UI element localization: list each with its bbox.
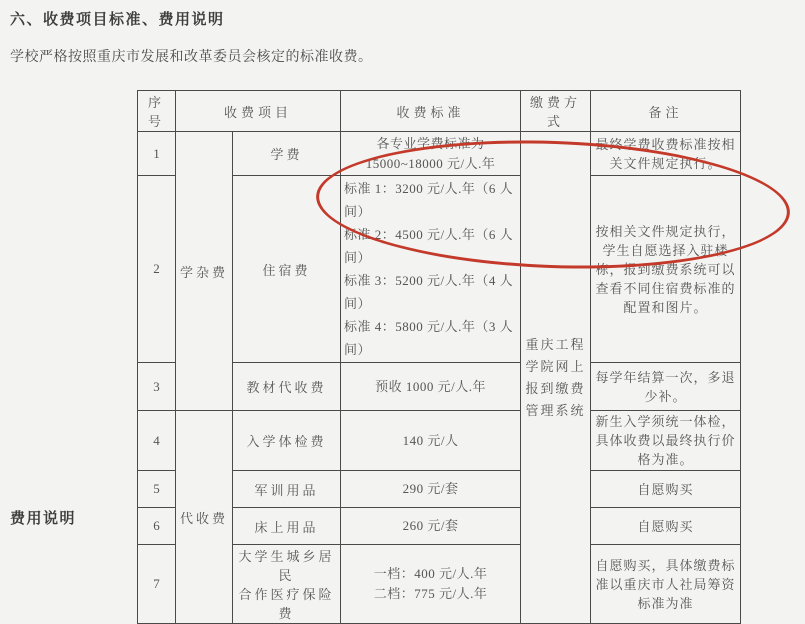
dorm-fee-standards	[344, 177, 517, 361]
section-heading: 六、收费项目标准、费用说明	[10, 11, 225, 28]
cell-item: 学费	[233, 132, 341, 176]
cell-item: 教材代收费	[233, 363, 341, 411]
cell-standard	[341, 176, 521, 363]
cell-remark: 新生入学须统一体检，具体收费以最终执行价格为准。	[591, 411, 741, 471]
cell-no: 2	[138, 176, 176, 363]
item-line: 大学生城乡居民	[238, 549, 335, 583]
cell-remark: 最终学费收费标准按相关文件规定执行。	[591, 132, 741, 176]
table-header-row	[138, 91, 741, 132]
standard-line: 标准 4：5800 元/人.年（3 人间）	[344, 319, 514, 357]
standard-line: 标准 2：4500 元/人.年（6 人间）	[344, 227, 514, 265]
header-no: 序号	[138, 91, 176, 132]
cell-standard: 260 元/套	[341, 508, 521, 545]
cell-group-miscellaneous-fees: 学杂费	[176, 132, 233, 411]
cell-no: 7	[138, 545, 176, 624]
cell-no: 3	[138, 363, 176, 411]
cell-standard: 预收 1000 元/人.年	[341, 363, 521, 411]
standard-line: 15000~18000 元/人.年	[365, 155, 496, 171]
cell-remark: 自愿购买	[591, 471, 741, 508]
cell-standard	[341, 545, 521, 624]
cell-item: 入学体检费	[233, 411, 341, 471]
cell-payment-method: 重庆工程学院网上报到缴费管理系统	[521, 132, 591, 624]
header-remark: 备注	[591, 91, 741, 132]
cell-item: 住宿费	[233, 176, 341, 363]
item-line: 合作医疗保险费	[238, 587, 335, 621]
cell-remark: 自愿购买	[591, 508, 741, 545]
bottom-heading-clipped: 费用说明	[10, 510, 77, 527]
cell-standard: 140 元/人	[341, 411, 521, 471]
cell-no: 5	[138, 471, 176, 508]
cell-item	[233, 545, 341, 624]
standard-line: 标准 1：3200 元/人.年（6 人间）	[344, 181, 514, 219]
standard-line: 一档：400 元/人.年	[373, 566, 488, 581]
header-item: 收费项目	[176, 91, 341, 132]
cell-item: 床上用品	[233, 508, 341, 545]
fee-table	[137, 90, 741, 624]
intro-text: 学校严格按照重庆市发展和改革委员会核定的标准收费。	[10, 48, 373, 64]
header-method: 缴费方式	[521, 91, 591, 132]
cell-standard: 290 元/套	[341, 471, 521, 508]
table-row	[138, 411, 741, 471]
standard-line: 二档：775 元/人.年	[373, 586, 488, 601]
cell-no: 1	[138, 132, 176, 176]
cell-no: 6	[138, 508, 176, 545]
cell-group-collected-fees: 代收费	[176, 411, 233, 624]
cell-remark: 按相关文件规定执行，学生自愿选择入驻楼栋，报到缴费系统可以查看不同住宿费标准的配置和图片。	[591, 176, 741, 363]
standard-line: 各专业学费标准为	[376, 135, 485, 151]
cell-no: 4	[138, 411, 176, 471]
cell-remark: 每学年结算一次，多退少补。	[591, 363, 741, 411]
cell-standard	[341, 132, 521, 176]
table-row	[138, 132, 741, 176]
cell-item: 军训用品	[233, 471, 341, 508]
header-standard: 收费标准	[341, 91, 521, 132]
cell-remark: 自愿购买，具体缴费标准以重庆市人社局筹资标准为准	[591, 545, 741, 624]
standard-line: 标准 3：5200 元/人.年（4 人间）	[344, 273, 514, 311]
